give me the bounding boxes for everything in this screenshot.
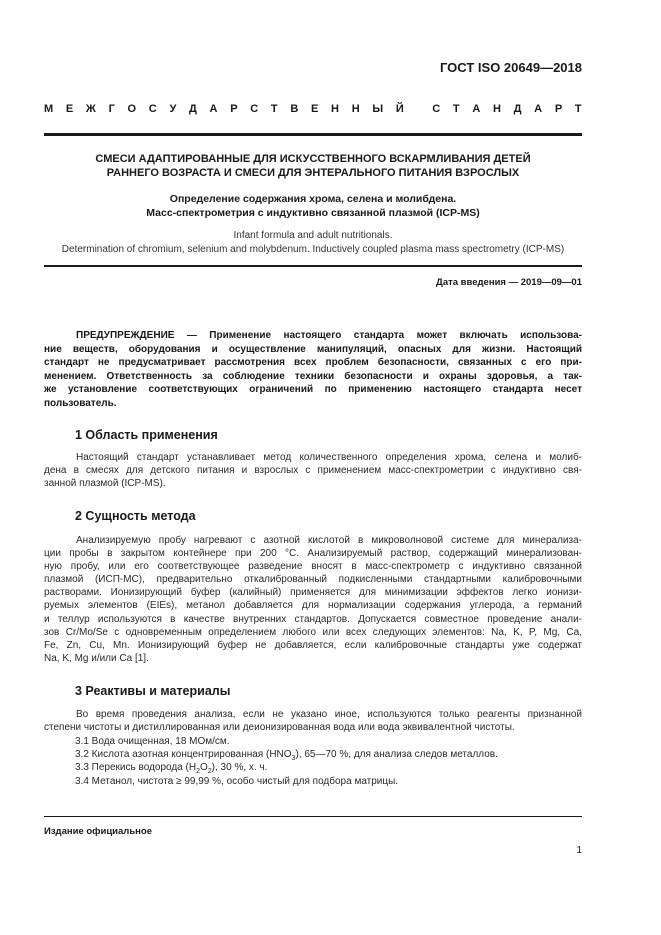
item-3-3-sub-2: 2	[207, 768, 212, 775]
item-3-3-text: 3.3 Перекись водорода (H	[75, 762, 197, 773]
interstate-standard-banner	[44, 103, 582, 115]
text-line: плазмой (ИСП-МС), предварительно откалиброванный подкисленными стандартными калибровочными	[44, 574, 582, 586]
banner-letter: Н	[351, 103, 360, 115]
item-3-4: 3.4 Метанол, чистота ≥ 99,99 %, особо чистый для подбора матрицы.	[75, 776, 399, 787]
banner-letter: Е	[65, 103, 74, 115]
banner-letter: Н	[331, 103, 339, 115]
banner-letter: Т	[270, 103, 278, 115]
item-3-3-mid: O	[199, 762, 208, 773]
text-line: Во время проведения анализа, если не указано иное, используются только реагенты признанной	[76, 709, 582, 720]
official-edition: Издание официальное	[44, 826, 152, 837]
section-1-heading: 1 Область применения	[75, 428, 218, 442]
banner-letter: Е	[311, 103, 319, 115]
footer-rule	[44, 816, 582, 817]
banner-letter: А	[209, 103, 218, 115]
english-title-line-2: Determination of chromium, selenium and molybdenum. Inductively coupled plasma mass spectrometry (ICP-MS)	[61, 244, 565, 255]
subtitle-line-2: Масс-спектрометрия с индуктивно связанной плазмой (ICP-MS)	[146, 207, 480, 219]
section-3-intro	[44, 708, 582, 734]
text-line: Анализируемую пробу нагревают с азотной кислотой в микроволновой системе для минерализа-	[76, 535, 582, 546]
text-line: Na, K, Mg и/или Ca [1].	[44, 652, 149, 664]
item-3-2-sub: 3	[291, 755, 296, 762]
banner-letter: А	[472, 103, 481, 115]
section-1-text	[44, 451, 582, 490]
banner-letter	[416, 103, 419, 115]
title-line-2: РАННЕГО ВОЗРАСТА И СМЕСИ ДЛЯ ЭНТЕРАЛЬНОГО ПИТАНИЯ ВЗРОСЛЫХ	[106, 167, 520, 179]
text-line: дена в смесях для детского питания и взрослых с применением масс-спектрометрии с индуктивно свя-	[44, 465, 582, 477]
item-3-2-text-end: ), 65—70 %, для анализа следов металлов.	[295, 749, 498, 760]
section-3-heading: 3 Реактивы и материалы	[75, 684, 231, 698]
subtitle-line-1: Определение содержания хрома, селена и молибдена.	[169, 193, 457, 205]
warning-paragraph	[44, 329, 582, 411]
english-title-line-1: Infant formula and adult nutritionals.	[233, 230, 393, 241]
document-subtitle	[44, 192, 582, 220]
text-line: ции пробы в закрытом контейнере при 200 °C. Анализируемый раствор, содержащий минерализован-	[44, 548, 582, 560]
section-2-text	[44, 534, 582, 665]
text-line: ние веществ, оборудования и осуществление манипуляций, опасных для жизни. Настоящий	[44, 343, 582, 355]
text-line: ПРЕДУПРЕЖДЕНИЕ — Применение настоящего стандарта может включать использова-	[76, 330, 582, 341]
banner-letter: Ы	[372, 103, 384, 115]
banner-letter: Т	[452, 103, 460, 115]
standard-code: ГОСТ ISO 20649—2018	[439, 60, 582, 75]
banner-letter: О	[127, 103, 137, 115]
banner-letter: В	[290, 103, 299, 115]
banner-letter: С	[250, 103, 259, 115]
banner-letter: Н	[492, 103, 501, 115]
document-title	[44, 152, 582, 180]
text-line: зов Cr/Mo/Se с одновременным определением любого или всех следующих элементов: Na, K, P, Mg, Ca,	[44, 626, 582, 638]
introduction-date: Дата введения — 2019—09—01	[436, 277, 582, 288]
banner-letter: Й	[395, 103, 404, 115]
banner-letter: А	[534, 103, 543, 115]
banner-letter: Т	[574, 103, 582, 115]
text-line: и теллур используются в качестве внутренних стандартов. Допускается совместное проведение анали-	[44, 613, 582, 625]
item-3-3-text-end: ), 30 %, х. ч.	[211, 762, 268, 773]
banner-letter: Д	[513, 103, 522, 115]
text-line: степени чистоты и дистиллированная или деионизированная вода или вода эквивалентной чистоты.	[44, 722, 515, 734]
text-line: руемых элементов (EIEs), метанол добавляется для нормализации содержания углерода, а германий	[44, 600, 582, 612]
banner-letter: У	[169, 103, 177, 115]
item-3-1: 3.1 Вода очищенная, 18 МОм/см.	[75, 736, 230, 747]
text-line: ную пробу, или его соответствующее разведение вносят в масс-спектрометр с индуктивно связанной	[44, 561, 582, 573]
text-line: Fe, Zn, Cu, Mn. Ионизирующий буфер не добавляется, если калибровочные стандарты уже содержат	[44, 639, 582, 651]
banner-letter: Ж	[85, 103, 96, 115]
banner-letter: М	[44, 103, 54, 115]
banner-letter: Г	[108, 103, 115, 115]
item-3-3-sub-1: 2	[196, 768, 200, 775]
page-number: 1	[576, 845, 582, 856]
header-rule	[44, 133, 582, 136]
text-line: занной плазмой (ICP-MS).	[44, 478, 166, 490]
text-line: пользователь.	[44, 397, 117, 409]
banner-letter: С	[148, 103, 157, 115]
section-2-heading: 2 Сущность метода	[75, 509, 196, 523]
banner-letter: Р	[554, 103, 563, 115]
title-line-1: СМЕСИ АДАПТИРОВАННЫЕ ДЛЯ ИСКУССТВЕННОГО ВСКАРМЛИВАНИЯ ДЕТЕЙ	[95, 153, 531, 165]
text-line: же установление соответствующих ограничений по применению настоящего стандарта несет	[44, 384, 582, 396]
english-title	[44, 229, 582, 257]
text-line: растворами. Ионизирующий буфер (калийный) применяется для минимизации эффектов легко ионизи-	[44, 587, 582, 599]
text-line: Настоящий стандарт устанавливает метод количественного определения хрома, селена и молиб-	[76, 452, 582, 463]
banner-letter: Д	[189, 103, 197, 115]
banner-letter: Р	[230, 103, 238, 115]
text-line: менением. Ответственность за соблюдение техники безопасности и охраны здоровья, а так-	[44, 370, 582, 382]
title-rule	[44, 265, 582, 267]
banner-letter: С	[432, 103, 441, 115]
item-3-2-text: 3.2 Кислота азотная концентрированная (HNO	[75, 749, 292, 760]
text-line: стандарт не предусматривает рассмотрения всех проблем безопасности, связанных с его при-	[44, 357, 582, 369]
